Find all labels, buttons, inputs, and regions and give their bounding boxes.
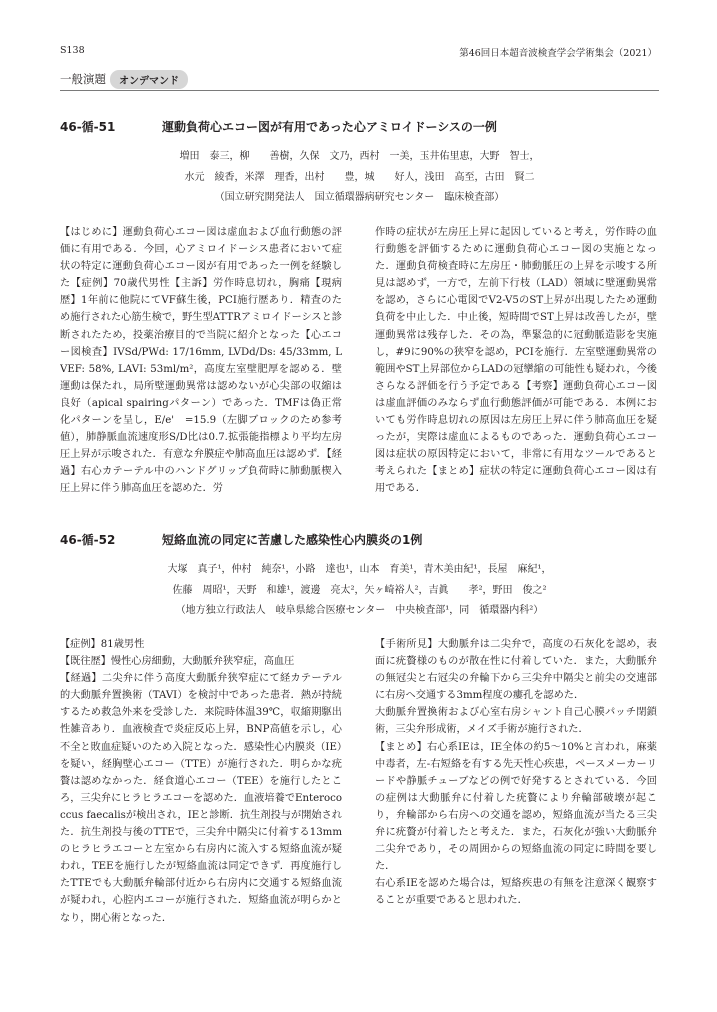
abstract-paragraph: 右心系IEを認めた場合は，短絡疾患の有無を注意深く観察することが重要であると思われた． bbox=[375, 878, 657, 907]
author-line: 大塚 真子¹，仲村 純奈¹，小路 達也¹，山本 育美¹，青木美由紀¹，長屋 麻紀¹， bbox=[167, 564, 552, 575]
abstract-paragraph: 【はじめに】運動負荷心エコー図は虚血および血行動態の評価に有用である．今回，心アミロイドーシス患者において症状の特定に運動負荷心エコー図が有用であった一例を経験した【症例】70歳代男性【主訴】労作時息切れ，胸痛【現病歴】1年前に他院にてVF蘇生後，PCI施行歴あり．精査のため施行された心筋生検で，野生型ATTRアミロイドーシスと診断されたため，投薬治療目的で当院に紹介となった【心エコー図検査】IVSd/PWd: 17/16mm, LVDd/Ds: 45/33mm, LVEF: 58%, LAVI: 53ml/m²，高度左室壁肥厚を認める．壁運動は保たれ，局所壁運動異常は認めないが心尖部の収縮は良好（apical spairingパターン）であった．TMFは偽正常化パターンを呈し，E/e' =15.9（左脚ブロックのため参考値），肺静脈血流速度形S/D比は0.7.拡張能指標より平均左房圧上昇が示唆された．有意な弁膜症や肺高血圧は認めず．【経過】右心カテーテル中のハンドグリップ負荷時に肺動脈楔入圧上昇に伴う肺高血圧を認めた．労 bbox=[60, 227, 342, 495]
author-line: 佐藤 周昭¹，天野 和雄¹，渡邊 亮太²，矢ヶ崎裕人²，吉眞 孝²，野田 俊之² bbox=[172, 584, 547, 596]
abstract-left-column bbox=[60, 224, 342, 516]
abstract-paragraph: 【経過】二尖弁に伴う高度大動脈弁狭窄症にて経カテーテル的大動脈弁置換術（TAVI）を検討中であった患者．熱が持続するため救急外来を受診した．来院時体温39℃，収縮期駆出性雑音あり．血液検査で炎症反応上昇，BNP高値を示し，心不全と敗血症疑いのため入院となった．感染性心内膜炎（IE）を疑い，経胸壁心エコー（TTE）が施行された．明らかな疣贅は認めなかった．経食道心エコー（TEE）を施行したところ，三尖弁にヒラヒラエコーを認めた．血液培養でEnterococcus faecalisが検出され，IEと診断．抗生剤投与が開始された．抗生剤投与後のTTEで，三尖弁中隔尖に付着する13mmのヒラヒラエコーと左室から右房内に流入する短絡血流が疑われ，TEEを施行したが短絡血流は同定できず．再度施行したTTEでも大動脈弁輪部付近から右房内に交通する短絡血流が疑われ，心腔内エコーが施行された．短絡血流が明らかとなり，開心術となった． bbox=[60, 673, 342, 924]
author-affiliation: （地方独立行政法人 岐阜県総合医療センター 中央検査部¹，同 循環器内科²） bbox=[175, 605, 544, 616]
abstract-right-column bbox=[375, 636, 657, 936]
abstract-right-column bbox=[375, 224, 657, 516]
author-affiliation: （国立研究開発法人 国立循環器病研究センター 臨床検査部） bbox=[214, 192, 505, 203]
abstract-paragraph: 【まとめ】右心系IEは，IE全体の約5～10%と言われ，麻薬中毒者，左-右短絡を有する先天性心疾患，ペースメーカーリードや静脈チューブなどの例で好発するとされている．今回の症例は大動脈弁に付着した疣贅により弁輪部破壊が起こり，弁輪部から右房への交通を認め，短絡血流が当たる三尖弁に疣贅が付着したと考えた．また，石灰化が強い大動脈弁二尖弁であり，その周囲からの短絡血流の同定に時間を要した． bbox=[375, 741, 657, 873]
page-number: S138 bbox=[60, 45, 85, 56]
article-id: 46-循-51 bbox=[60, 120, 116, 134]
header-rule bbox=[60, 90, 659, 91]
abstract-paragraph: 大動脈弁置換術および心室右房シャント自己心膜パッチ閉鎖術，三尖弁形成術，メイズ手術が施行された． bbox=[375, 707, 657, 736]
article-id: 46-循-52 bbox=[60, 533, 116, 547]
article-authors bbox=[60, 560, 659, 622]
author-line: 水元 綾香，米澤 理香，出村 豊，城 好人，浅田 高至，古田 賢二 bbox=[184, 171, 535, 183]
author-line: 増田 泰三，柳 善樹，久保 文乃，西村 一美，玉井佑里恵，大野 智士， bbox=[179, 151, 540, 162]
section-header bbox=[60, 70, 188, 88]
section-label: 一般演題 bbox=[60, 72, 106, 86]
abstract-paragraph: 【手術所見】大動脈弁は二尖弁で，高度の石灰化を認め，表面に疣贅様のものが散在性に付着していた．また，大動脈弁の無冠尖と右冠尖の弁輪下から三尖弁中隔尖と前尖の交連部に右房へ交通する3mm程度の瘻孔を認めた． bbox=[375, 639, 657, 702]
section-badge: オンデマンド bbox=[110, 70, 188, 89]
abstract-paragraph: 【症例】81歳男性 bbox=[60, 639, 145, 650]
article-authors bbox=[60, 147, 659, 209]
journal-title: 第46回日本超音波検査学会学術集会（2021） bbox=[459, 48, 657, 59]
abstract-paragraph: 【既往歴】慢性心房細動，大動脈弁狭窄症，高血圧 bbox=[60, 656, 295, 668]
abstract-paragraph: 作時の症状が左房圧上昇に起因していると考え，労作時の血行動態を評価するために運動負荷心エコー図の実施となった．運動負荷検査時に左房圧・肺動脈圧の上昇を示唆する所見は認めず，一方で，左前下行枝（LAD）領域に壁運動異常を認め，さらに心電図でV2-V5のST上昇が出現したため運動負荷を中止した．中止後，短時間でST上昇は改善したが，壁運動異常は残存した．その為，準緊急的に冠動脈造影を実施し，#9に90%の狭窄を認め，PCIを施行．左室壁運動異常の範囲やST上昇部位からLADの冠攣縮の可能性も疑われ，今後さらなる評価を行う予定である【考察】運動負荷心エコー図は虚血評価のみならず血行動態評価が可能である．本例においても労作時息切れの原因は左房圧上昇に伴う肺高血圧を疑ったが，実際は虚血によるものであった．運動負荷心エコー図は症状の原因特定において，非常に有用なツールであると考えられた【まとめ】症状の特定に運動負荷心エコー図は有用である． bbox=[375, 227, 657, 495]
article-title: 短絡血流の同定に苦慮した感染性心内膜炎の1例 bbox=[162, 533, 423, 547]
abstract-left-column bbox=[60, 636, 342, 936]
article-title: 運動負荷心エコー図が有用であった心アミロイドーシスの一例 bbox=[162, 120, 497, 134]
